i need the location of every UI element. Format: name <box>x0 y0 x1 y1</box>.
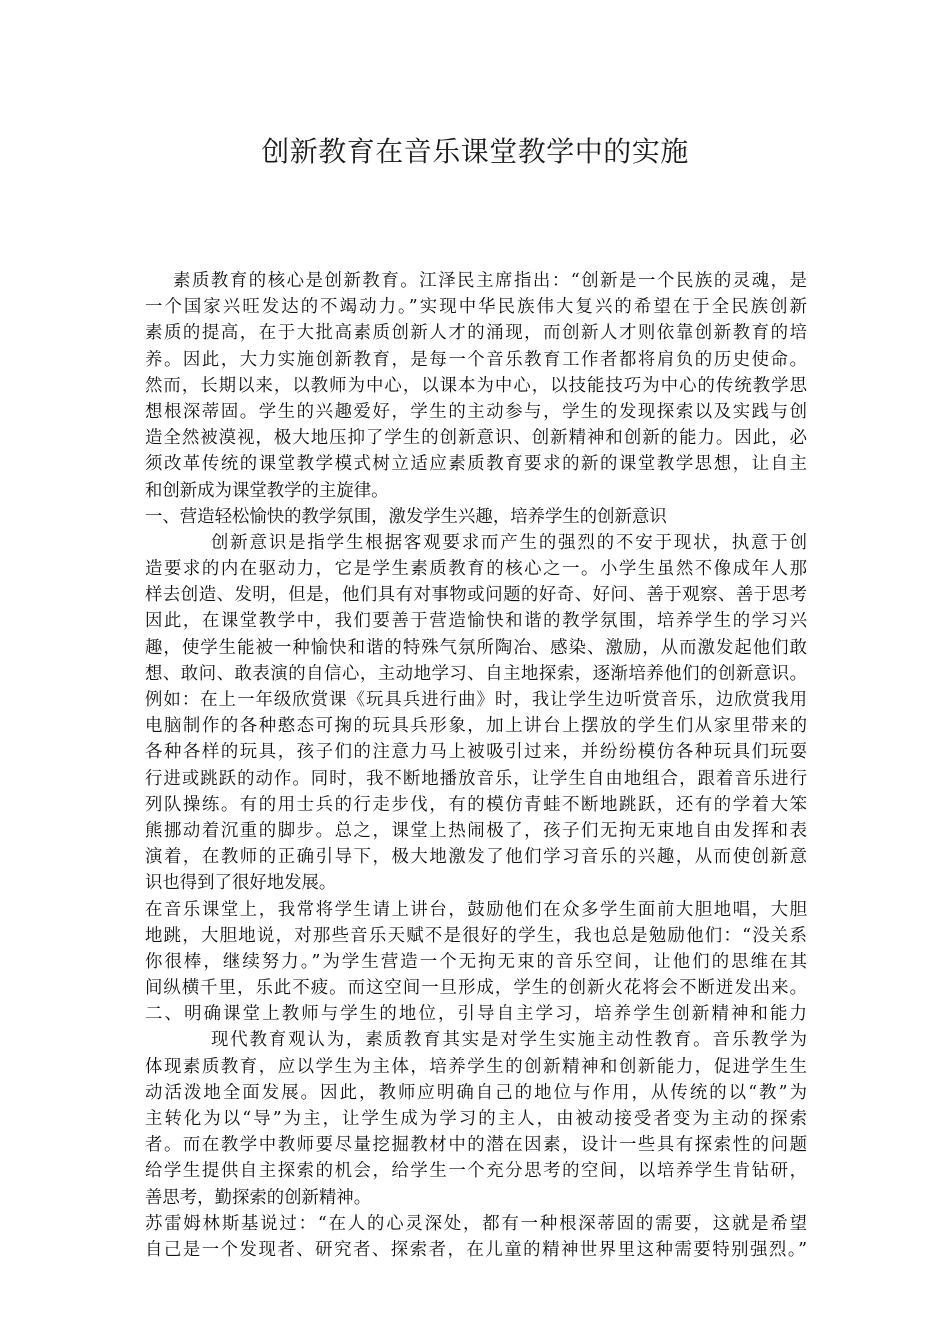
text-line: 因此，在课堂教学中，我们要善于营造愉快和谐的教学氛围，培养学生的学习兴 <box>145 611 807 632</box>
text-line: 二、明确课堂上教师与学生的地位，引导自主学习，培养学生创新精神和能力 <box>145 1004 807 1025</box>
text-line: 一个国家兴旺发达的不竭动力。”实现中华民族伟大复兴的希望在于全民族创新 <box>145 297 807 318</box>
text-line: 电脑制作的各种憨态可掬的玩具兵形象，加上讲台上摆放的学生们从家里带来的 <box>145 716 807 737</box>
text-line: 造要求的内在驱动力，它是学生素质教育的核心之一。小学生虽然不像成年人那 <box>145 559 807 580</box>
text-line: 演着，在教师的正确引导下，极大地激发了他们学习音乐的兴趣，从而使创新意 <box>145 847 807 868</box>
text-line: 主转化为以“导”为主，让学生成为学习的主人，由被动接受者变为主动的探索 <box>145 1109 807 1129</box>
text-line: 苏雷姆林斯基说过：“在人的心灵深处，都有一种根深蒂固的需要，这就是希望 <box>145 1213 807 1234</box>
text-line: 想根深蒂固。学生的兴趣爱好，学生的主动参与，学生的发现探索以及实践与创 <box>145 401 807 422</box>
text-line: 体现素质教育，应以学生为主体，培养学生的创新精神和创新能力，促进学生生 <box>145 1056 807 1077</box>
text-line: 间纵横千里，乐此不疲。而这空间一旦形成，学生的创新火花将会不断迸发出来。 <box>145 978 807 999</box>
text-line: 想、敢问、敢表演的自信心，主动地学习、自主地探索，逐渐培养他们的创新意识。 <box>145 663 807 684</box>
text-line: 须改革传统的课堂教学模式树立适应素质教育要求的新的课堂教学思想，让自主 <box>145 454 807 475</box>
text-line: 一、营造轻松愉快的教学氛围，激发学生兴趣，培养学生的创新意识 <box>145 506 667 527</box>
text-line: 列队操练。有的用士兵的行走步伐，有的模仿青蛙不断地跳跃，还有的学着大笨 <box>145 794 807 815</box>
text-line: 素质的提高，在于大批高素质创新人才的涌现，而创新人才则依靠创新教育的培 <box>145 323 807 344</box>
text-line: 例如：在上一年级欣赏课《玩具兵进行曲》时，我让学生边听赏音乐，边欣赏我用 <box>145 690 807 710</box>
text-line: 然而，长期以来，以教师为中心，以课本为中心，以技能技巧为中心的传统教学思 <box>145 375 807 396</box>
text-line: 素质教育的核心是创新教育。江泽民主席指出：“创新是一个民族的灵魂，是 <box>173 271 807 291</box>
text-line: 各种各样的玩具，孩子们的注意力马上被吸引过来，并纷纷模仿各种玩具们玩耍 <box>145 742 807 763</box>
text-line: 造全然被漠视，极大地压抑了学生的创新意识、创新精神和创新的能力。因此，必 <box>145 428 807 449</box>
document-title: 创新教育在音乐课堂教学中的实施 <box>261 135 689 168</box>
text-line: 行进或跳跃的动作。同时，我不断地播放音乐，让学生自由地组合，跟着音乐进行 <box>145 768 807 789</box>
text-line: 样去创造、发明，但是，他们具有对事物或问题的好奇、好问、善于观察、善于思考 <box>145 585 807 606</box>
text-line: 善思考，勤探索的创新精神。 <box>145 1187 372 1208</box>
text-line: 动活泼地全面发展。因此，教师应明确自己的地位与作用，从传统的以“教”为 <box>145 1082 807 1103</box>
text-line: 趣，使学生能被一种愉快和谐的特殊气氛所陶冶、感染、激励，从而激发起他们敢 <box>145 637 807 658</box>
text-line: 养。因此，大力实施创新教育，是每一个音乐教育工作者都将肩负的历史使命。 <box>145 349 807 370</box>
text-line: 地跳，大胆地说，对那些音乐天赋不是很好的学生，我也总是勉励他们：“没关系 <box>145 925 807 946</box>
text-line: 你很棒，继续努力。”为学生营造一个无拘无束的音乐空间，让他们的思维在其 <box>145 951 807 972</box>
text-line: 在音乐课堂上，我常将学生请上讲台，鼓励他们在众多学生面前大胆地唱，大胆 <box>145 899 807 920</box>
text-line: 者。而在教学中教师要尽量挖掘教材中的潜在因素，设计一些具有探索性的问题 <box>145 1135 807 1156</box>
text-line: 现代教育观认为，素质教育其实是对学生实施主动性教育。音乐教学为 <box>211 1030 807 1051</box>
text-line: 识也得到了很好地发展。 <box>145 873 337 894</box>
document-body <box>145 268 807 1263</box>
text-line: 创新意识是指学生根据客观要求而产生的强烈的不安于现状，执意于创 <box>211 532 807 553</box>
text-line: 给学生提供自主探索的机会，给学生一个充分思考的空间，以培养学生肯钻研， <box>145 1161 807 1182</box>
text-line: 和创新成为课堂教学的主旋律。 <box>145 480 389 501</box>
text-line: 自己是一个发现者、研究者、探索者，在儿童的精神世界里这种需要特别强烈。” <box>145 1239 807 1260</box>
text-line: 熊挪动着沉重的脚步。总之，课堂上热闹极了，孩子们无拘无束地自由发挥和表 <box>145 820 807 841</box>
